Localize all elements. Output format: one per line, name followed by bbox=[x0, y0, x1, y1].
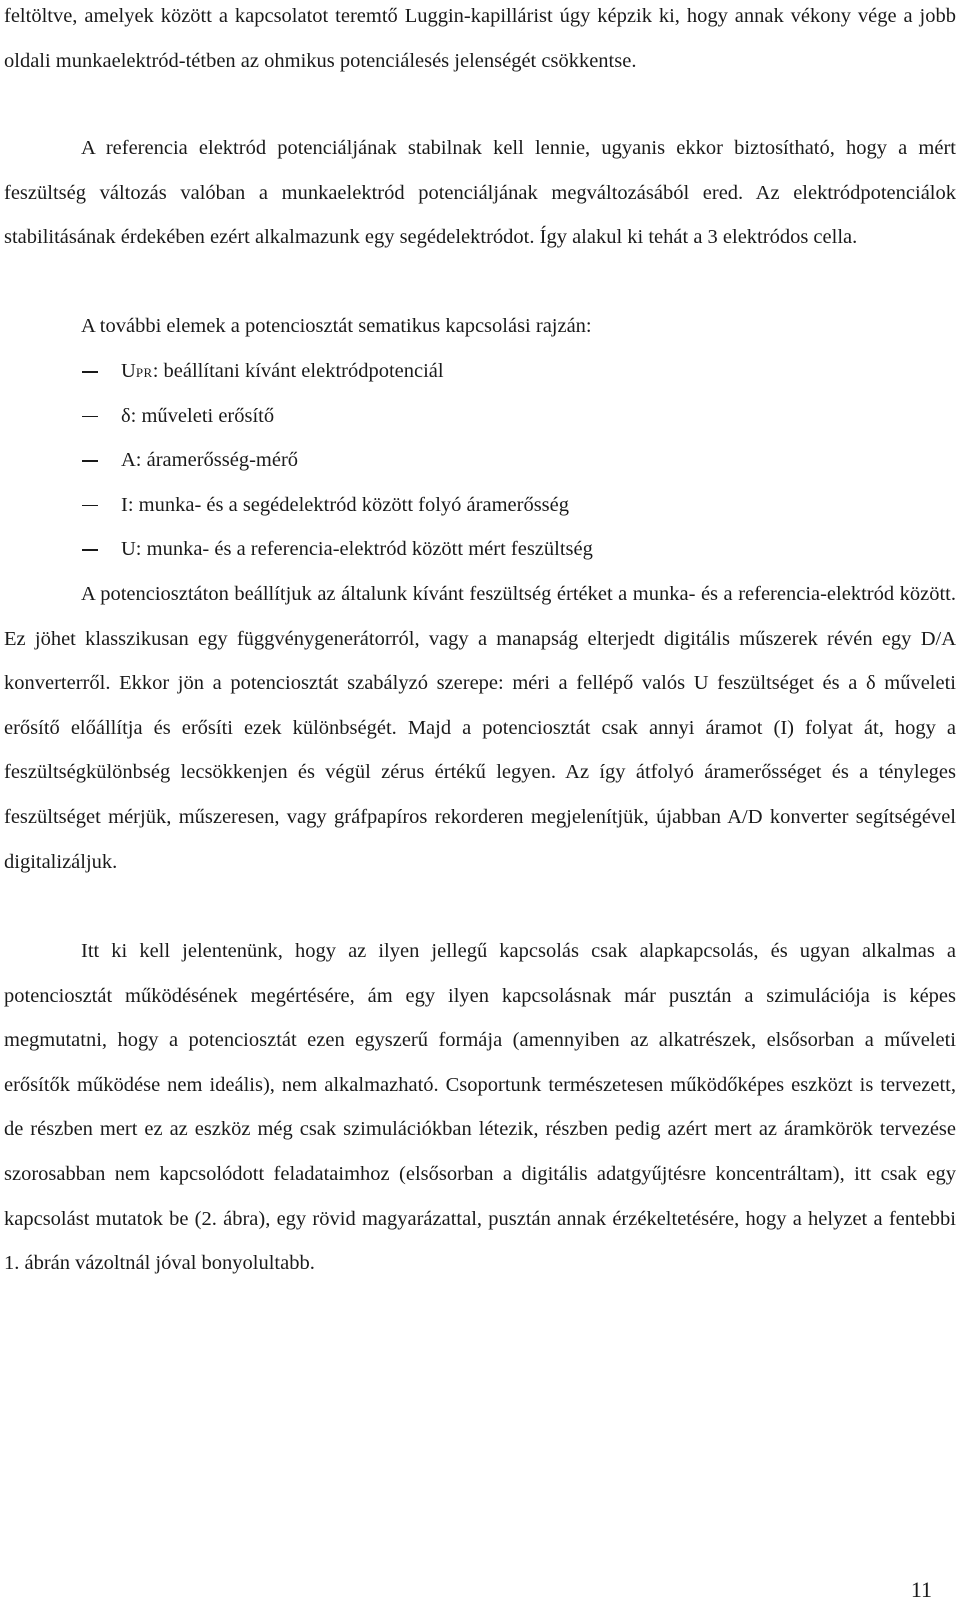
paragraph-reference-electrode: A referencia elektród potenciáljának stabilnak kell lennie, ugyanis ekkor biztosítható, hogy a mért feszültség változás valóban a munkaelektród potenciáljának megváltozásából ered. Az elektródpotenciálok stabilitásának érdekében ezért alkalmazunk egy segédelektródot. Így alakul ki tehát a 3 elektródos cella. bbox=[4, 137, 956, 249]
paragraph-basic-circuit-note: Itt ki kell jelentenünk, hogy az ilyen jellegű kapcsolás csak alapkapcsolás, és ugyan alkalmas a potenciosztát működésének megértésére, ám egy ilyen kapcsolásnak már pusztán a szimulációja is képes megmutatni, hogy a potenciosztát ezen egyszerű formája (amennyiben az alkatrészek, elsősorban a műveleti erősítők működése nem ideális), nem alkalmazható. Csoportunk természetesen működőképes eszközt is tervezett, de részben mert ez az eszköz még csak szimulációkban létezik, részben pedig azért mert az áramkörök tervezése szorosabban nem kapcsolódott feladataimhoz (elsősorban a digitális adatgyűjtésre koncentráltam), itt csak egy kapcsolást mutatok be (2. ábra), egy rövid magyarázattal, pusztán annak érzékeltetésére, hogy a helyzet a fentebbi 1. ábrán vázoltnál jóval bonyolultabb. bbox=[4, 940, 956, 1275]
list-item-voltage bbox=[4, 527, 956, 572]
list-item-text: I: munka- és a segédelektród között folyó áramerősség bbox=[121, 493, 569, 516]
upr-description: : beállítani kívánt elektródpotenciál bbox=[152, 360, 444, 382]
upr-symbol: U bbox=[121, 360, 136, 382]
dash-bullet-icon bbox=[82, 549, 98, 551]
paragraph-schematic-intro: A további elemek a potenciosztát sematikus kapcsolási rajzán: bbox=[81, 315, 592, 337]
list-item-delta bbox=[4, 394, 956, 439]
list-item-text: δ: műveleti erősítő bbox=[121, 404, 275, 427]
page-number: 11 bbox=[910, 1577, 932, 1602]
paragraph-potentiostat-operation: A potenciosztáton beállítjuk az általunk kívánt feszültség értéket a munka- és a referencia-elektród között. Ez jöhet klasszikusan egy függvénygenerátorról, vagy a manapság elterjedt digitális műszerek révén egy D/A konverterről. Ekkor jön a potenciosztát szabályzó szerepe: méri a fellépő valós U feszültséget és a δ műveleti erősítő előállítja és erősíti ezek különbségét. Majd a potenciosztát csak annyi áramot (I) folyat át, hogy a feszültségkülönbség lecsökkenjen és végül zérus értékű legyen. Az így átfolyó áramerősséget és a tényleges feszültséget mérjük, műszeresen, vagy gráfpapíros rekorderen megjelenítjük, újabban A/D konverter segítségével digitalizáljuk. bbox=[4, 583, 956, 873]
list-item-ammeter bbox=[4, 438, 956, 483]
dash-bullet-icon bbox=[82, 505, 98, 507]
dash-bullet-icon bbox=[82, 416, 98, 418]
list-item-text: U: munka- és a referencia-elektród között mért feszültség bbox=[121, 538, 593, 561]
list-item-upr bbox=[4, 349, 956, 394]
paragraph-luggin-capillary: feltöltve, amelyek között a kapcsolatot teremtő Luggin-kapillárist úgy képzik ki, hogy annak vékony vége a jobb oldali munkaelektród-tétben az ohmikus potenciálesés jelenségét csökkentse. bbox=[4, 5, 956, 72]
list-item-text: A: áramerősség-mérő bbox=[121, 449, 299, 472]
dash-bullet-icon bbox=[82, 460, 98, 462]
upr-subscript: PR bbox=[135, 365, 153, 380]
schematic-element-list bbox=[4, 349, 956, 572]
list-item-current bbox=[4, 483, 956, 528]
dash-bullet-icon bbox=[82, 371, 98, 373]
